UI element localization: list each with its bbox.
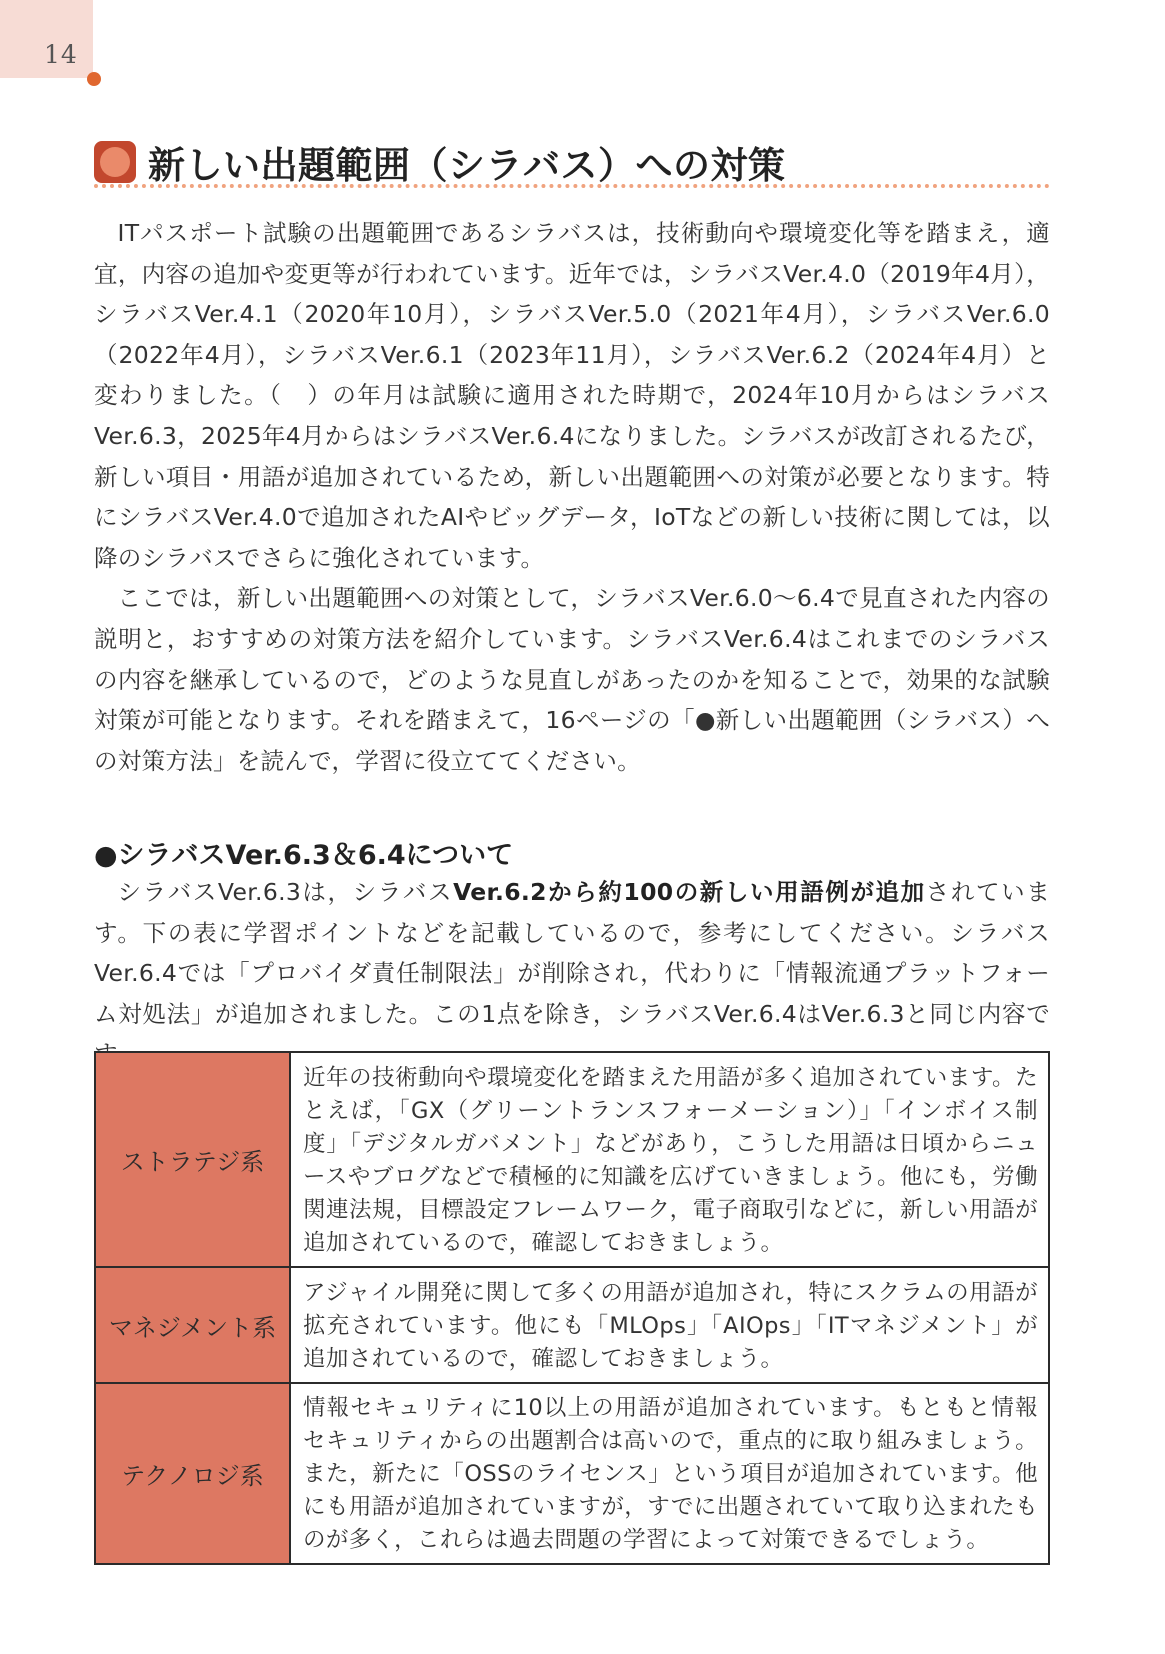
category-cell: ストラテジ系 [95,1052,290,1267]
description-cell: 情報セキュリティに10以上の用語が追加されています。もともと情報セキュリティからの出題割合は高いので，重点的に取り組みましょう。また，新たに「OSSのライセンス」という項目が追加されています。他にも用語が追加されていますが，すでに出題されていて取り込まれたものが多く，これらは過去問題の学習によって対策できるでしょう。 [290,1383,1049,1564]
subsection-heading: ●シラバスVer.6.3＆6.4について [94,840,514,871]
body-text-emphasis: Ver.6.2から約100の新しい用語例が追加 [453,878,926,906]
table-row-strategy [95,1052,1049,1267]
table-row-technology [95,1383,1049,1564]
syllabus-topics-table [94,1051,1050,1565]
table-row-management [95,1267,1049,1383]
subsection-body [94,872,1050,1075]
subsection-paragraph [94,872,1050,1075]
intro-text [94,213,1050,781]
title-bullet-icon [94,141,136,183]
intro-paragraph-1: ITパスポート試験の出題範囲であるシラバスは，技術動向や環境変化等を踏まえ，適宜，内容の追加や変更等が行われています。近年では，シラバスVer.4.0（2019年4月），シラバスVer.4.1（2020年10月），シラバスVer.5.0（2021年4月），シラバスVer.6.0（2022年4月），シラバスVer.6.1（2023年11月），シラバスVer.6.2（2024年4月）と変わりました。（ ）の年月は試験に適用された時期で，2024年10月からはシラバスVer.6.3，2025年4月からはシラバスVer.6.4になりました。シラバスが改訂されるたび，新しい項目・用語が追加されているため，新しい出題範囲への対策が必要となります。特にシラバスVer.4.0で追加されたAIやビッグデータ，IoTなどの新しい技術に関しては，以降のシラバスでさらに強化されています。 [94,219,1050,572]
page-marker-dot [87,72,101,86]
body-text-post: されています。下の表に学習ポイントなどを記載しているので，参考にしてください。シラバスVer.6.4では「プロバイダ責任制限法」が削除され，代わりに「情報流通プラットフォーム対処法」が追加されました。この1点を除き，シラバスVer.6.4はVer.6.3と同じ内容で [94,878,1051,1028]
intro-paragraph-2: ここでは，新しい出題範囲への対策として，シラバスVer.6.0～6.4で見直された内容の説明と，おすすめの対策方法を紹介しています。シラバスVer.6.4はこれまでのシラバスの内容を継承しているので，どのような見直しがあったのかを知ることで，効果的な試験対策が可能となります。それを踏まえて，16ページの「●新しい出題範囲（シラバス）への対策方法」を読んで，学習に役立ててください。 [94,584,1050,775]
description-cell: 近年の技術動向や環境変化を踏まえた用語が多く追加されています。たとえば，「GX（グリーントランスフォーメーション）」「インボイス制度」「デジタルガバメント」などがあり，こうした用語は日頃からニュースやブログなどで積極的に知識を広げていきましょう。他にも，労働関連法規，目標設定フレームワーク，電子商取引などに，新しい用語が追加されているので，確認しておきましょう。 [290,1052,1049,1267]
page-number: 14 [44,40,78,69]
category-cell: マネジメント系 [95,1267,290,1383]
category-cell: テクノロジ系 [95,1383,290,1564]
page-title: 新しい出題範囲（シラバス）への対策 [148,144,786,187]
section-title [94,136,1050,188]
body-text-pre: シラバスVer.6.3は，シラバス [117,878,454,906]
description-cell: アジャイル開発に関して多くの用語が追加され，特にスクラムの用語が拡充されています。他にも「MLOps」「AIOps」「ITマネジメント」が追加されているので，確認しておきましょう。 [290,1267,1049,1383]
title-dotted-rule [94,184,1050,188]
